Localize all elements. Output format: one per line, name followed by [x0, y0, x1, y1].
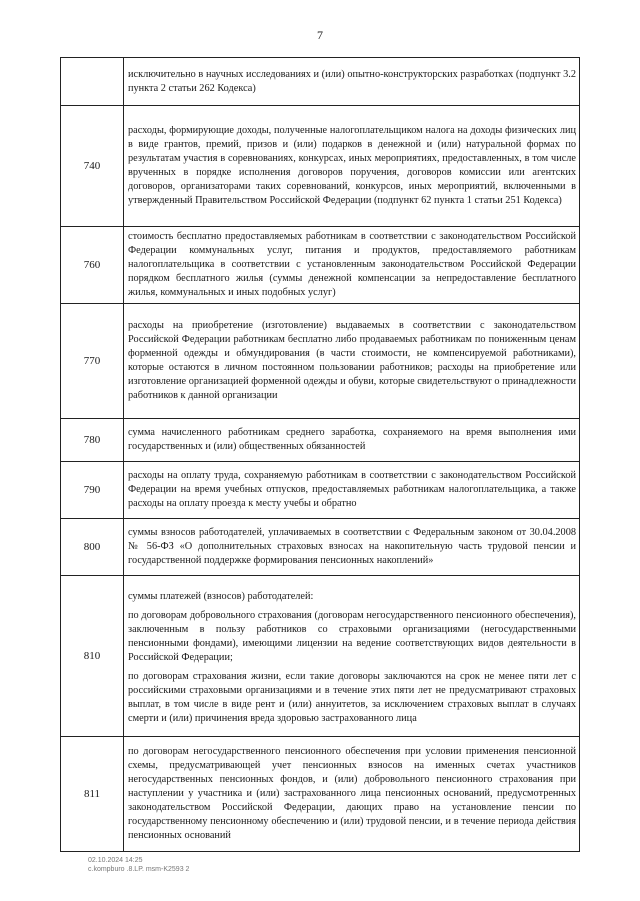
description-paragraph: исключительно в научных исследованиях и (или) опытно-конструкторских разработках (подпункт 3.2 пункта 2 статьи 262 Кодекса) [128, 68, 576, 94]
footer-file-reference: c.kompburo .8.LP. msm-K2593 2 [88, 866, 190, 873]
description-paragraph: стоимость бесплатно предоставляемых работникам в соответствии с законодательством Российской Федерации коммунальных услуг, питания и продуктов, предоставляемого работникам налогоплательщика в соответствии с установленным законодательством Российской Федерации порядком бесплатного жилья (суммы денежной компенсации за непредоставление бесплатного жилья, коммунальных и иных подобных услуг) [128, 231, 576, 298]
description-paragraph: по договорам страхования жизни, если такие договоры заключаются на срок не менее пяти лет с российскими страховыми организациями и в течение этих пяти лет не предусматривают страховых выплат, в том числе в виде рент и (или) аннуитетов, за исключением страховых выплат в случаях смерти и (или) причинения вреда здоровью застрахованного лица [128, 671, 576, 724]
row-description [124, 227, 580, 304]
row-description [124, 304, 580, 419]
row-code [61, 58, 124, 106]
row-description [124, 419, 580, 462]
row-description [124, 106, 580, 227]
row-code: 740 [61, 106, 124, 227]
row-description [124, 576, 580, 737]
row-description [124, 462, 580, 519]
description-paragraph: расходы, формирующие доходы, полученные налогоплательщиком налога на доходы физических лиц в виде грантов, премий, призов и (или) подарков в денежной и (или) натуральной формах по результатам участия в соревнованиях, конкурсах, иных мероприятиях, предоставленных, в том числе врученных в порядке исполнения договоров поручения, договоров комиссии или агентских договоров, организаторами таких соревнований, конкурсов, иных мероприятий, включенными в утвержденный Правительством Российской Федерации (подпункт 62 пункта 1 статьи 251 Кодекса) [128, 125, 576, 206]
description-paragraph: по договорам негосударственного пенсионного обеспечения при условии применения пенсионной схемы, предусматривающей учет пенсионных взносов на именных счетах участников негосударственных пенсионных фондов, и (или) добровольного пенсионного страхования при наступлении у участника и (или) застрахованного лица пенсионных оснований, предусмотренных законодательством Российской Федерации, дающих право на установление пенсии по государственному пенсионному обеспечению и (или) трудовой пенсии, и в течение периода действия пенсионных оснований [128, 746, 576, 841]
row-code: 811 [61, 737, 124, 852]
table-row [61, 419, 580, 462]
row-description [124, 58, 580, 106]
row-code: 810 [61, 576, 124, 737]
description-paragraph: суммы взносов работодателей, уплачиваемых в соответствии с Федеральным законом от 30.04.2008 № 56-ФЗ «О дополнительных страховых взносах на накопительную часть трудовой пенсии и государственной поддержке формирования пенсионных накоплений» [128, 527, 576, 566]
page-number: 7 [317, 28, 323, 42]
row-code: 770 [61, 304, 124, 419]
print-footer [88, 856, 189, 874]
table-body [61, 58, 580, 852]
description-paragraph: суммы платежей (взносов) работодателей: [128, 591, 314, 602]
row-code: 800 [61, 519, 124, 576]
description-paragraph: по договорам добровольного страхования (договорам негосударственного пенсионного обеспечения), заключенным в пользу работников со страховыми организациями (негосударственными пенсионными фондами), имеющими лицензии на ведение соответствующих видов деятельности в Российской Федерации; [128, 610, 576, 663]
table-row [61, 106, 580, 227]
table-row [61, 58, 580, 106]
income-codes-table [60, 57, 580, 852]
description-paragraph: сумма начисленного работникам среднего заработка, сохраняемого на время выполнения ими государственных и (или) общественных обязанностей [128, 427, 576, 452]
table-row [61, 227, 580, 304]
description-paragraph: расходы на оплату труда, сохраняемую работникам в соответствии с законодательством Российской Федерации на время учебных отпусков, предоставляемых работникам налогоплательщика, а также расходы на оплату проезда к месту учебы и обратно [128, 470, 576, 509]
row-code: 760 [61, 227, 124, 304]
row-description [124, 737, 580, 852]
table-row [61, 576, 580, 737]
row-code: 780 [61, 419, 124, 462]
row-code: 790 [61, 462, 124, 519]
description-paragraph: расходы на приобретение (изготовление) выдаваемых в соответствии с законодательством Российской Федерации работникам бесплатно либо продаваемых работникам по пониженным ценам форменной одежды и обмундирования (в части стоимости, не компенсируемой работниками), которые остаются в личном постоянном пользовании работников; расходы на приобретение или изготовление организацией форменной одежды и обуви, которые свидетельствуют о принадлежности работников к данной организации [128, 320, 576, 401]
table-row [61, 737, 580, 852]
table-row [61, 462, 580, 519]
table-row [61, 519, 580, 576]
footer-timestamp: 02.10.2024 14:25 [88, 857, 143, 864]
table-row [61, 304, 580, 419]
row-description [124, 519, 580, 576]
